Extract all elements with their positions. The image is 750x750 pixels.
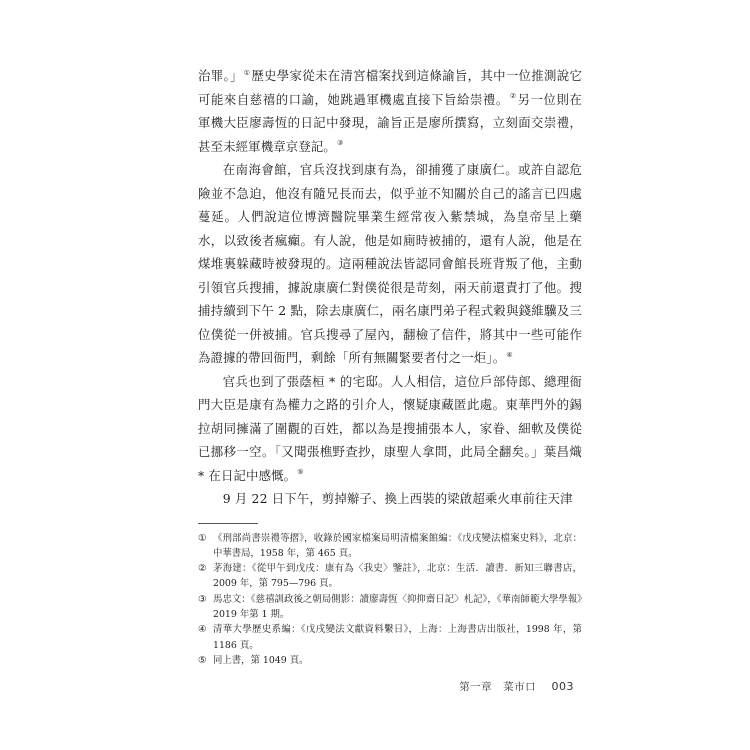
footnote-item bbox=[198, 622, 582, 653]
footnote-reference[interactable]: ② bbox=[509, 92, 517, 101]
body-text bbox=[198, 64, 582, 511]
footnote-reference[interactable]: ④ bbox=[506, 350, 513, 359]
footnote-text: 同上書，第 1049 頁。 bbox=[213, 654, 309, 666]
running-footer bbox=[459, 679, 574, 694]
footnote-text: 馬忠文：《慈禧訓政後之朝局側影：讀廖壽恆〈抑抑齋日記〉札記》，《華南師範大學學報》2019 年第 1 期。 bbox=[213, 593, 582, 620]
paragraph-text: 另一位則在軍機大臣廖壽恆的日記中發現，諭旨正是廖所撰寫，立刻面交崇禮，甚至未經軍機章京登記。 bbox=[198, 91, 582, 154]
footnote-reference[interactable]: ⑤ bbox=[297, 468, 304, 477]
paragraph-text: 歷史學家從未在清宮檔案找到這條諭旨，其中一位推測說它可能來自慈禧的口諭，她跳過軍機處直接下旨給崇禮。 bbox=[198, 68, 582, 107]
footnote-number: ③ bbox=[198, 593, 207, 605]
paragraph-text: 在南海會館，官兵沒找到康有為，卻捕獲了康廣仁。或許自認危險並不急迫，他沒有隨兄長而去，似乎並不知關於自己的謠言已四處蔓延。人們說這位博濟醫院畢業生經常夜入紫禁城，為皇帝呈上藥水，以致後者瘋癲。有人說，他是如廁時被捕的，還有人說，他是在煤堆裏躲藏時被發現的。這兩種說法皆認同會館長班背叛了他，主動引領官兵搜捕，據說康廣仁對僕從很是苛刻，兩天前還責打了他。搜捕持續到下午 2 點，除去康廣仁，兩名康門弟子程式穀與錢維驥及三位僕從一併被捕。官兵搜尋了屋內，翻檢了信件，將其中一些可能作為證據的帶回衙門，剩餘「所有無關緊要者付之一炬」。 bbox=[198, 162, 582, 365]
footnote-item bbox=[198, 653, 582, 668]
page-content bbox=[198, 64, 582, 668]
page-number: 003 bbox=[551, 680, 574, 693]
paragraph-text: 9 月 22 日下午，剪掉辮子、換上西裝的梁啟超乘火車前往天津 bbox=[222, 491, 573, 506]
footnote-reference[interactable]: ③ bbox=[336, 139, 344, 148]
footnote-number: ① bbox=[198, 532, 207, 544]
chapter-title: 第一章 菜市口 bbox=[459, 681, 537, 693]
footnote-number: ⑤ bbox=[198, 654, 207, 666]
footnote-text: 清華大學歷史系編：《戊戌變法文獻資料繫日》，上海：上海書店出版社，1998 年，第 1186 頁。 bbox=[213, 624, 582, 651]
footnote-divider bbox=[198, 523, 258, 524]
body-paragraph bbox=[198, 158, 582, 370]
paragraph-text: 官兵也到了張蔭桓 * 的宅邸。人人相信，這位戶部侍郎、總理衙門大臣是康有為權力之路的引介人，懷疑康藏匿此處。東華門外的錫拉胡同擁滿了圍觀的百姓，都以為是搜捕張本人，家眷、細軟及僕從已挪移一空。「又聞張樵野查抄，康聖人拿問，此局全翻矣。」葉昌熾 * 在日記中感慨。 bbox=[198, 373, 582, 483]
paragraph-text: 治罪。」 bbox=[198, 68, 243, 83]
footnotes bbox=[198, 531, 582, 669]
footnote-number: ② bbox=[198, 563, 207, 575]
body-paragraph bbox=[198, 64, 582, 158]
footnote-text: 茅海建：《從甲午到戊戌：康有為〈我史〉鑒註》，北京：生活．讀書．新知三聯書店，2009 年，第 795—796 頁。 bbox=[213, 563, 582, 590]
body-paragraph bbox=[198, 487, 582, 511]
footnote-item bbox=[198, 531, 582, 562]
footnote-text: 《刑部尚書崇禮等摺》，收錄於國家檔案局明清檔案館編：《戊戌變法檔案史料》，北京：中華書局，1958 年，第 465 頁。 bbox=[213, 532, 582, 559]
body-paragraph bbox=[198, 370, 582, 488]
footnote-reference[interactable]: ① bbox=[243, 68, 251, 77]
footnote-item bbox=[198, 592, 582, 623]
footnote-number: ④ bbox=[198, 624, 207, 636]
footnote-item bbox=[198, 561, 582, 592]
